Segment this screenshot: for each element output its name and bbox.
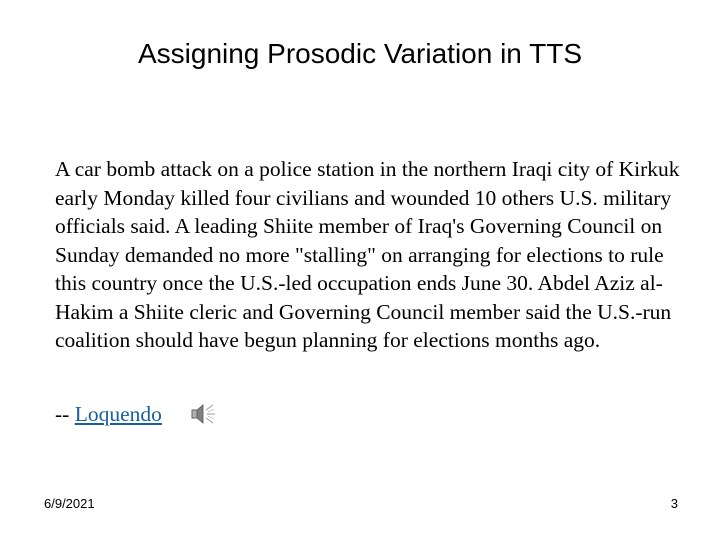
attribution-prefix: --: [55, 402, 75, 426]
speaker-icon[interactable]: [190, 401, 218, 427]
footer-date: 6/9/2021: [44, 496, 95, 511]
attribution: [55, 400, 162, 428]
slide-body-text: A car bomb attack on a police station in the northern Iraqi city of Kirkuk early Monday killed four civilians and wounded 10 others U.S. military officials said. A leading Shiite member of Iraq's Governing Council on Sunday demanded no more "stalling" on arranging for elections to rule this country once the U.S.-led occupation ends June 30. Abdel Aziz al-Hakim a Shiite cleric and Governing Council member said the U.S.-run coalition should have begun planning for elections months ago.: [55, 157, 680, 352]
slide-title: Assigning Prosodic Variation in TTS: [137, 38, 583, 69]
footer-page-number: 3: [670, 496, 678, 511]
loquendo-link[interactable]: Loquendo: [74, 402, 162, 426]
